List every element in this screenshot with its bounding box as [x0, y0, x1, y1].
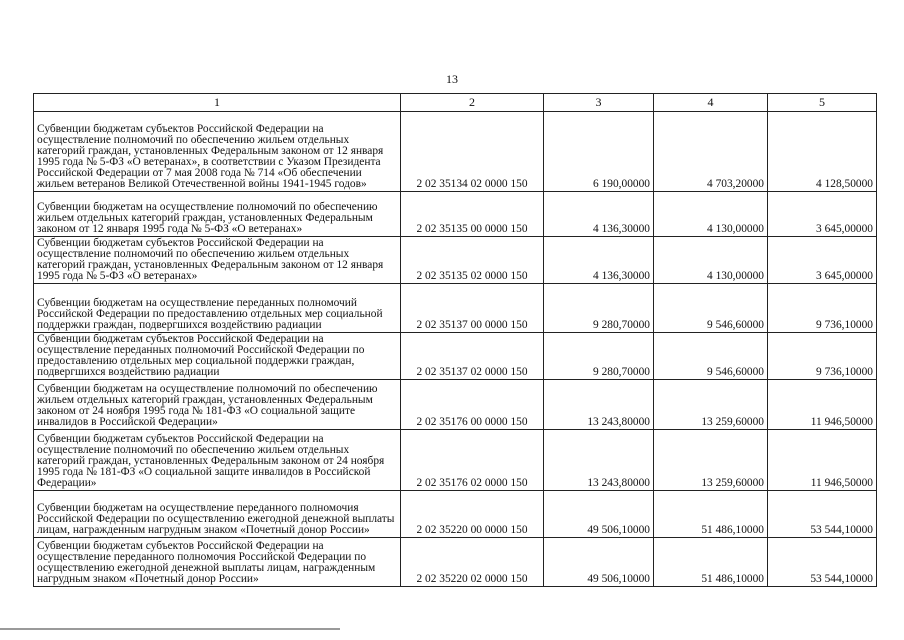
table-row: [34, 491, 877, 538]
row-value-1: 4 136,30000: [544, 237, 654, 284]
column-header-3: 3: [544, 94, 654, 112]
row-value-2: 13 259,60000: [654, 380, 768, 430]
row-code: 2 02 35220 02 0000 150: [401, 538, 544, 587]
row-value-1: 13 243,80000: [544, 430, 654, 491]
column-header-2: 2: [401, 94, 544, 112]
row-value-3: 4 128,50000: [768, 112, 877, 192]
row-value-1: 49 506,10000: [544, 538, 654, 587]
table-row: [34, 430, 877, 491]
table-row: [34, 237, 877, 284]
row-value-3: 9 736,10000: [768, 333, 877, 380]
row-value-1: 4 136,30000: [544, 192, 654, 237]
row-value-3: 3 645,00000: [768, 237, 877, 284]
table-row: [34, 284, 877, 333]
row-code: 2 02 35176 00 0000 150: [401, 380, 544, 430]
row-code: 2 02 35134 02 0000 150: [401, 112, 544, 192]
row-description: Субвенции бюджетам на осуществление переданного полномочия Российской Федерации по осуществлению ежегодной денежной выплаты лицам, награжденным нагрудным знаком «Почетный донор России»: [34, 491, 401, 538]
row-value-2: 9 546,60000: [654, 284, 768, 333]
page-number: 13: [446, 72, 458, 86]
row-code: 2 02 35135 02 0000 150: [401, 237, 544, 284]
row-value-2: 51 486,10000: [654, 491, 768, 538]
table-row: [34, 538, 877, 587]
row-description: Субвенции бюджетам субъектов Российской Федерации на осуществление переданного полномочия Российской Федерации по осуществлению ежегодной денежной выплаты лицам, награжденным нагрудным знаком «Почетный донор России»: [34, 538, 401, 587]
row-value-1: 9 280,70000: [544, 333, 654, 380]
row-value-2: 13 259,60000: [654, 430, 768, 491]
row-description: Субвенции бюджетам на осуществление переданных полномочий Российской Федерации по предоставлению отдельных мер социальной поддержки граждан, подвергшихся воздействию радиации: [34, 284, 401, 333]
table-row: [34, 333, 877, 380]
row-value-3: 53 544,10000: [768, 538, 877, 587]
row-value-1: 6 190,00000: [544, 112, 654, 192]
row-value-2: 4 130,00000: [654, 192, 768, 237]
row-value-3: 11 946,50000: [768, 430, 877, 491]
row-value-1: 13 243,80000: [544, 380, 654, 430]
row-description: Субвенции бюджетам на осуществление полномочий по обеспечению жильем отдельных категорий граждан, установленных Федеральным законом от 24 ноября 1995 года № 181-ФЗ «О социальной защите инвалидов в Российской Федерации»: [34, 380, 401, 430]
row-code: 2 02 35176 02 0000 150: [401, 430, 544, 491]
row-value-3: 3 645,00000: [768, 192, 877, 237]
row-value-3: 9 736,10000: [768, 284, 877, 333]
row-value-2: 4 703,20000: [654, 112, 768, 192]
row-value-3: 53 544,10000: [768, 491, 877, 538]
row-description: Субвенции бюджетам субъектов Российской Федерации на осуществление полномочий по обеспечению жильем отдельных категорий граждан, установленных Федеральным законом от 12 января 1995 года № 5-ФЗ «О ветеранах», в соответствии с Указом Президента Российской Федерации от 7 мая 2008 года № 714 «Об обеспечении жильем ветеранов Великой Отечественной войны 1941-1945 годов»: [34, 112, 401, 192]
row-description: Субвенции бюджетам субъектов Российской Федерации на осуществление полномочий по обеспечению жильем отдельных категорий граждан, установленных Федеральным законом от 24 ноября 1995 года № 181-ФЗ «О социальной защите инвалидов в Российской Федерации»: [34, 430, 401, 491]
row-description: Субвенции бюджетам субъектов Российской Федерации на осуществление переданных полномочий Российской Федерации по предоставлению отдельных мер социальной поддержки граждан, подвергшихся воздействию радиации: [34, 333, 401, 380]
row-code: 2 02 35220 00 0000 150: [401, 491, 544, 538]
column-header-1: 1: [34, 94, 401, 112]
row-description: Субвенции бюджетам на осуществление полномочий по обеспечению жильем отдельных категорий граждан, установленных Федеральным законом от 12 января 1995 года № 5-ФЗ «О ветеранах»: [34, 192, 401, 237]
row-description: Субвенции бюджетам субъектов Российской Федерации на осуществление полномочий по обеспечению жильем отдельных категорий граждан, установленных Федеральным законом от 12 января 1995 года № 5-ФЗ «О ветеранах»: [34, 237, 401, 284]
bottom-divider: [0, 628, 340, 630]
row-code: 2 02 35137 00 0000 150: [401, 284, 544, 333]
column-header-5: 5: [768, 94, 877, 112]
table-row: [34, 380, 877, 430]
row-code: 2 02 35137 02 0000 150: [401, 333, 544, 380]
row-value-1: 9 280,70000: [544, 284, 654, 333]
row-code: 2 02 35135 00 0000 150: [401, 192, 544, 237]
budget-table: [33, 93, 877, 587]
table-row: [34, 192, 877, 237]
table-header-row: [34, 94, 877, 112]
row-value-1: 49 506,10000: [544, 491, 654, 538]
row-value-3: 11 946,50000: [768, 380, 877, 430]
column-header-4: 4: [654, 94, 768, 112]
row-value-2: 51 486,10000: [654, 538, 768, 587]
row-value-2: 4 130,00000: [654, 237, 768, 284]
table-row: [34, 112, 877, 192]
row-value-2: 9 546,60000: [654, 333, 768, 380]
